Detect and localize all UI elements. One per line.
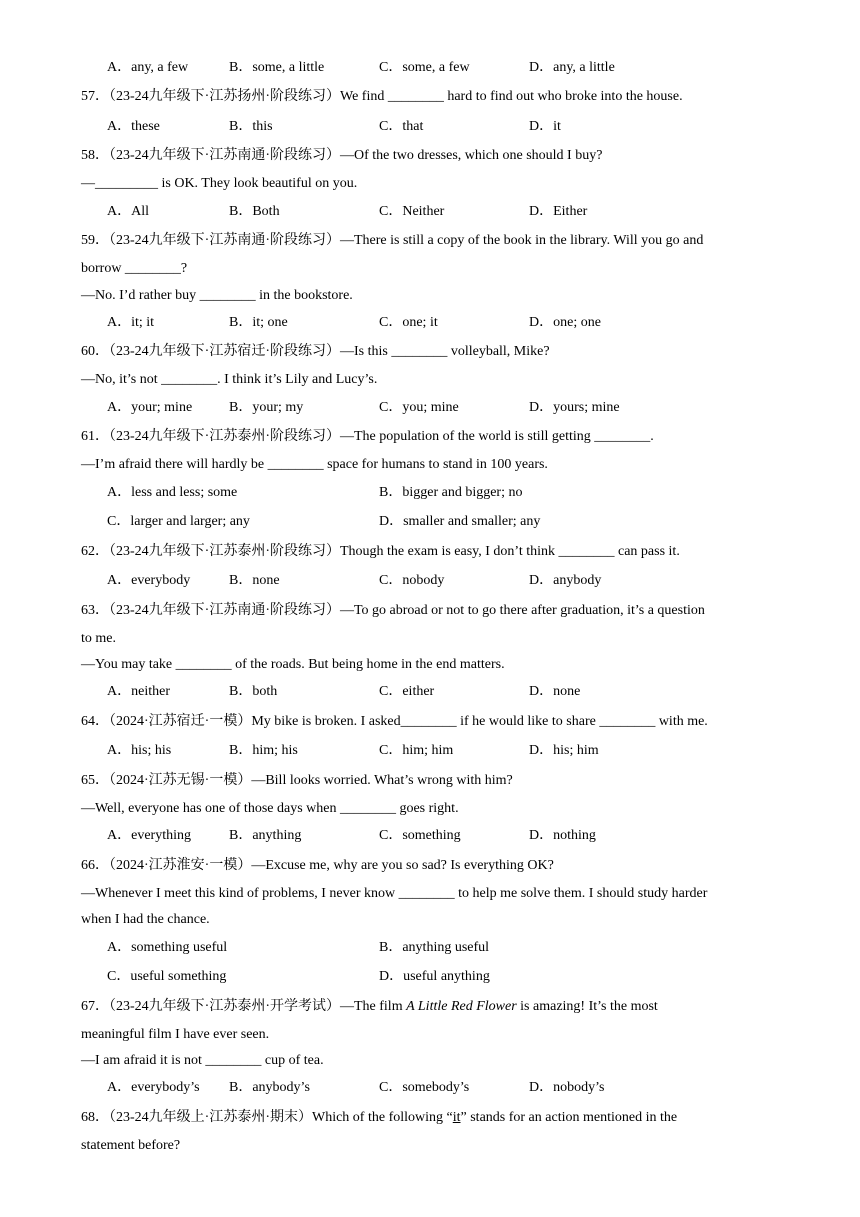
question-66-line: when I had the chance. bbox=[81, 912, 210, 927]
option-b[interactable]: B．Both bbox=[229, 204, 280, 219]
question-62-stem: 62．（23-24九年级下·江苏泰州·阶段练习）Though the exam is easy, I don’t think ________ can pass it. bbox=[81, 544, 680, 559]
option-d[interactable]: D．any, a little bbox=[529, 60, 615, 75]
option-a[interactable]: A．neither bbox=[107, 684, 170, 699]
option-d[interactable]: D．his; him bbox=[529, 743, 599, 758]
option-b[interactable]: B．him; his bbox=[229, 743, 298, 758]
option-d[interactable]: D．nobody’s bbox=[529, 1080, 605, 1095]
option-d[interactable]: D．useful anything bbox=[379, 969, 490, 984]
question-60-line: —No, it’s not ________. I think it’s Lily and Lucy’s. bbox=[81, 372, 378, 387]
option-c[interactable]: C．something bbox=[379, 828, 461, 843]
option-a[interactable]: A．All bbox=[107, 204, 149, 219]
question-64-stem: 64．（2024·江苏宿迁·一模）My bike is broken. I asked________ if he would like to share ________ with me. bbox=[81, 714, 708, 729]
option-c[interactable]: C．nobody bbox=[379, 573, 445, 588]
question-66-stem: 66．（2024·江苏淮安·一模）—Excuse me, why are you so sad? Is everything OK? bbox=[81, 858, 554, 873]
question-67-line: meaningful film I have ever seen. bbox=[81, 1027, 270, 1042]
option-b[interactable]: B．some, a little bbox=[229, 60, 325, 75]
question-59-line: —No. I’d rather buy ________ in the bookstore. bbox=[81, 288, 353, 303]
option-a[interactable]: A．something useful bbox=[107, 940, 228, 955]
option-b[interactable]: B．none bbox=[229, 573, 280, 588]
option-a[interactable]: A．these bbox=[107, 119, 160, 134]
option-a[interactable]: A．your; mine bbox=[107, 400, 193, 415]
question-68-stem bbox=[81, 1108, 677, 1128]
option-b[interactable]: B．your; my bbox=[229, 400, 304, 415]
option-d[interactable]: D．it bbox=[529, 119, 561, 134]
question-67-stem-end: is amazing! It’s the most bbox=[516, 999, 658, 1014]
question-57-stem: 57．（23-24九年级下·江苏扬州·阶段练习）We find ________ hard to find out who broke into the house. bbox=[81, 89, 683, 104]
question-59-stem: 59．（23-24九年级下·江苏南通·阶段练习）—There is still a copy of the book in the library. Will you go and bbox=[81, 233, 704, 248]
option-a[interactable]: A．everybody bbox=[107, 573, 191, 588]
question-59-line: borrow ________? bbox=[81, 261, 188, 276]
question-67-stem-start: 67．（23-24九年级下·江苏泰州·开学考试）—The film bbox=[81, 999, 407, 1014]
option-c[interactable]: C．either bbox=[379, 684, 435, 699]
question-68-stem-start: 68．（23-24九年级上·江苏泰州·期末）Which of the following “ bbox=[81, 1110, 453, 1125]
question-65-line: —Well, everyone has one of those days when ________ goes right. bbox=[81, 801, 459, 816]
option-c[interactable]: C．some, a few bbox=[379, 60, 470, 75]
question-63-line: to me. bbox=[81, 631, 116, 646]
option-c[interactable]: C．somebody’s bbox=[379, 1080, 470, 1095]
option-b[interactable]: B．anybody’s bbox=[229, 1080, 310, 1095]
option-c[interactable]: C．Neither bbox=[379, 204, 445, 219]
option-d[interactable]: D．Either bbox=[529, 204, 588, 219]
option-a[interactable]: A．everything bbox=[107, 828, 191, 843]
option-a[interactable]: A．any, a few bbox=[107, 60, 189, 75]
question-58-stem: 58．（23-24九年级下·江苏南通·阶段练习）—Of the two dresses, which one should I buy? bbox=[81, 148, 603, 163]
question-63-stem: 63．（23-24九年级下·江苏南通·阶段练习）—To go abroad or not to go there after graduation, it’s a question bbox=[81, 603, 705, 618]
option-b[interactable]: B．it; one bbox=[229, 315, 288, 330]
option-c[interactable]: C．that bbox=[379, 119, 424, 134]
option-b[interactable]: B．this bbox=[229, 119, 273, 134]
option-d[interactable]: D．one; one bbox=[529, 315, 601, 330]
question-65-stem: 65．（2024·江苏无锡·一模）—Bill looks worried. What’s wrong with him? bbox=[81, 773, 513, 788]
option-a[interactable]: A．his; his bbox=[107, 743, 172, 758]
option-c[interactable]: C．him; him bbox=[379, 743, 454, 758]
question-58-line: —_________ is OK. They look beautiful on you. bbox=[81, 176, 358, 191]
option-d[interactable]: D．anybody bbox=[529, 573, 602, 588]
option-b[interactable]: B．both bbox=[229, 684, 278, 699]
option-d[interactable]: D．smaller and smaller; any bbox=[379, 514, 541, 529]
option-b[interactable]: B．bigger and bigger; no bbox=[379, 485, 523, 500]
question-67-line: —I am afraid it is not ________ cup of tea. bbox=[81, 1053, 324, 1068]
question-66-line: —Whenever I meet this kind of problems, I never know ________ to help me solve them. I should study harder bbox=[81, 886, 708, 901]
question-68-stem-end: ” stands for an action mentioned in the bbox=[460, 1110, 678, 1125]
question-60-stem: 60．（23-24九年级下·江苏宿迁·阶段练习）—Is this ________ volleyball, Mike? bbox=[81, 344, 550, 359]
option-d[interactable]: D．none bbox=[529, 684, 581, 699]
option-a[interactable]: A．it; it bbox=[107, 315, 155, 330]
option-c[interactable]: C．useful something bbox=[107, 969, 227, 984]
option-a[interactable]: A．everybody’s bbox=[107, 1080, 200, 1095]
option-c[interactable]: C．larger and larger; any bbox=[107, 514, 250, 529]
question-61-line: —I’m afraid there will hardly be ________ space for humans to stand in 100 years. bbox=[81, 457, 548, 472]
film-title: A Little Red Flower bbox=[406, 999, 517, 1014]
question-68-line: statement before? bbox=[81, 1138, 181, 1153]
question-61-stem: 61．（23-24九年级下·江苏泰州·阶段练习）—The population of the world is still getting ________. bbox=[81, 429, 654, 444]
question-63-line: —You may take ________ of the roads. But being home in the end matters. bbox=[81, 657, 505, 672]
option-d[interactable]: D．yours; mine bbox=[529, 400, 620, 415]
option-b[interactable]: B．anything useful bbox=[379, 940, 490, 955]
option-b[interactable]: B．anything bbox=[229, 828, 302, 843]
option-c[interactable]: C．you; mine bbox=[379, 400, 459, 415]
underlined-word: it bbox=[452, 1110, 461, 1125]
option-d[interactable]: D．nothing bbox=[529, 828, 596, 843]
option-a[interactable]: A．less and less; some bbox=[107, 485, 238, 500]
option-c[interactable]: C．one; it bbox=[379, 315, 438, 330]
question-67-stem bbox=[81, 997, 658, 1017]
